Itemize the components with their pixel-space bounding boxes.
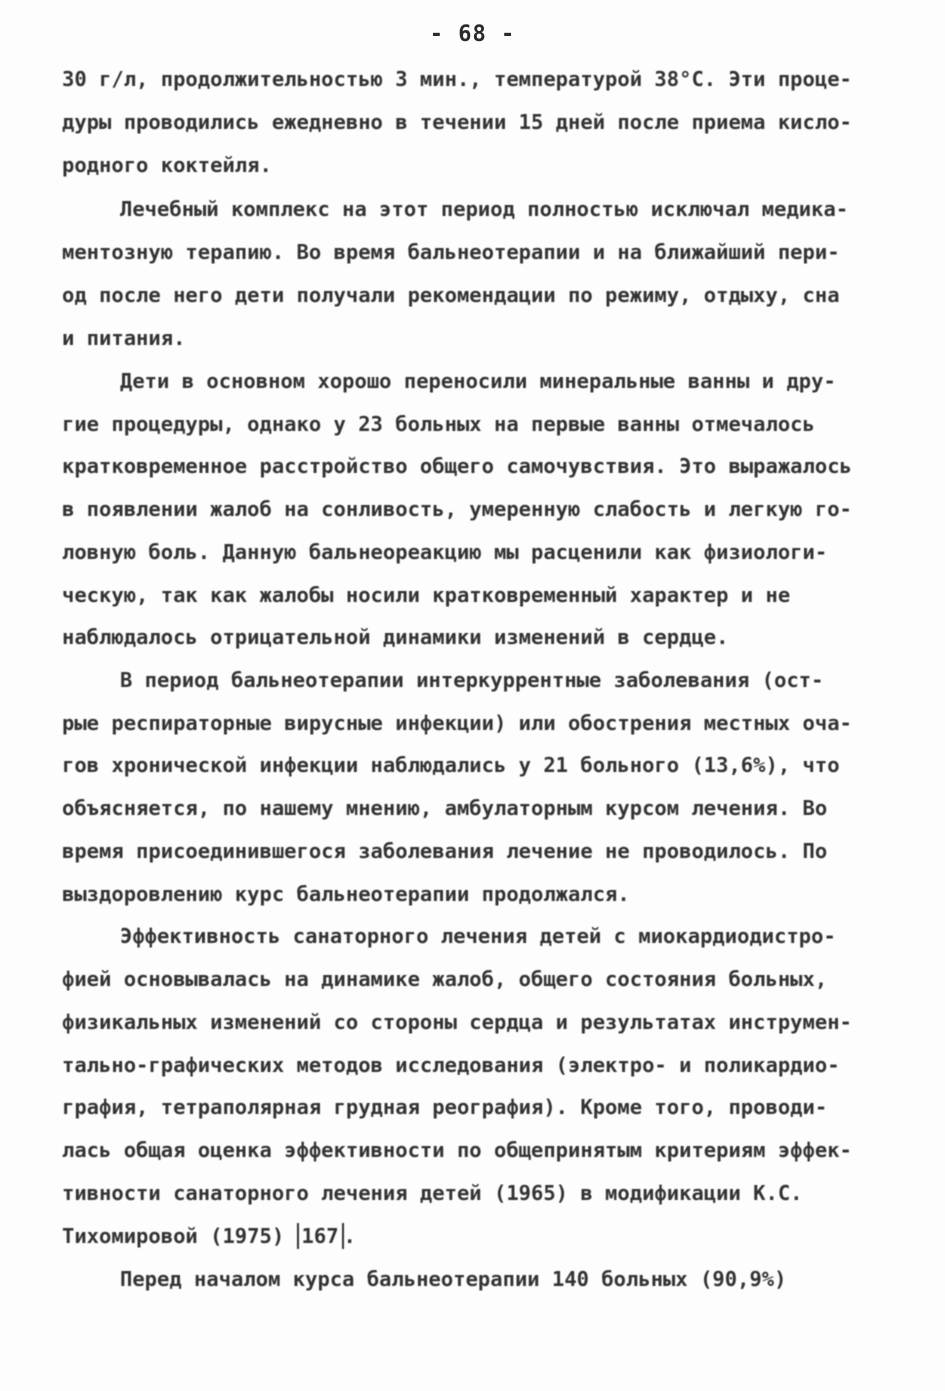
text-line: время присоединившегося заболевания лечение не проводилось. По (62, 839, 828, 863)
text-line: ловную боль. Данную бальнеореакцию мы расценили как физиологи- (62, 540, 828, 564)
text-line: рые респираторные вирусные инфекции) или обострения местных оча- (62, 711, 852, 735)
text-line: в появлении жалоб на сонливость, умеренную слабость и легкую го- (62, 497, 852, 521)
text-line: Эффективность санаторного лечения детей с миокардиодистро- (120, 924, 836, 948)
text-line: фией основывалась на динамике жалоб, общего состояния больных, (62, 967, 828, 991)
text-segment: Тихомировой (1975) (62, 1224, 285, 1248)
text-line: объясняется, по нашему мнению, амбулаторным курсом лечения. Во (62, 796, 828, 820)
text-line: физикальных изменений со стороны сердца и результатах инструмен- (62, 1010, 852, 1034)
page-number: - 68 - (429, 22, 516, 47)
text-line: наблюдалось отрицательной динамики изменений в сердце. (62, 625, 729, 649)
text-line: лась общая оценка эффективности по общепринятым критериям эффек- (62, 1138, 852, 1162)
text-line: од после него дети получали рекомендации по режиму, отдыху, сна (62, 283, 840, 307)
text-line: тивности санаторного лечения детей (1965) в модификации К.С. (62, 1181, 803, 1205)
text-line: ческую, так как жалобы носили кратковременный характер и не (62, 583, 791, 607)
text-line: кратковременное расстройство общего самочувствия. Это выражалось (62, 454, 852, 478)
text-line: Дети в основном хорошо переносили минеральные ванны и дру- (120, 369, 836, 393)
citation-reference: 167 (297, 1223, 344, 1249)
text-line: Перед началом курса бальнеотерапии 140 больных (90,9%) (120, 1267, 787, 1291)
text-line: 30 г/л, продолжительностью 3 мин., температурой 38°С. Эти проце- (62, 67, 852, 91)
text-line: выздоровлению курс бальнеотерапии продолжался. (62, 882, 630, 906)
text-line: родного коктейля. (62, 153, 272, 177)
text-line: В период бальнеотерапии интеркуррентные заболевания (ост- (120, 668, 824, 692)
text-line: и питания. (62, 326, 186, 350)
text-line: дуры проводились ежедневно в течении 15 дней после приема кисло- (62, 110, 852, 134)
text-line: графия, тетраполярная грудная реография). Кроме того, проводи- (62, 1095, 828, 1119)
text-line: гов хронической инфекции наблюдались у 21 больного (13,6%), что (62, 753, 840, 777)
text-line: Лечебный комплекс на этот период полностью исключал медика- (120, 197, 849, 221)
text-line: тально-графических методов исследования (электро- и поликардио- (62, 1053, 840, 1077)
text-line: гие процедуры, однако у 23 больных на первые ванны отмечалось (62, 412, 815, 436)
text-line-with-reference: Тихомировой (1975) 167 . (62, 1224, 356, 1248)
text-line: ментозную терапию. Во время бальнеотерапии и на ближайший пери- (62, 240, 840, 264)
